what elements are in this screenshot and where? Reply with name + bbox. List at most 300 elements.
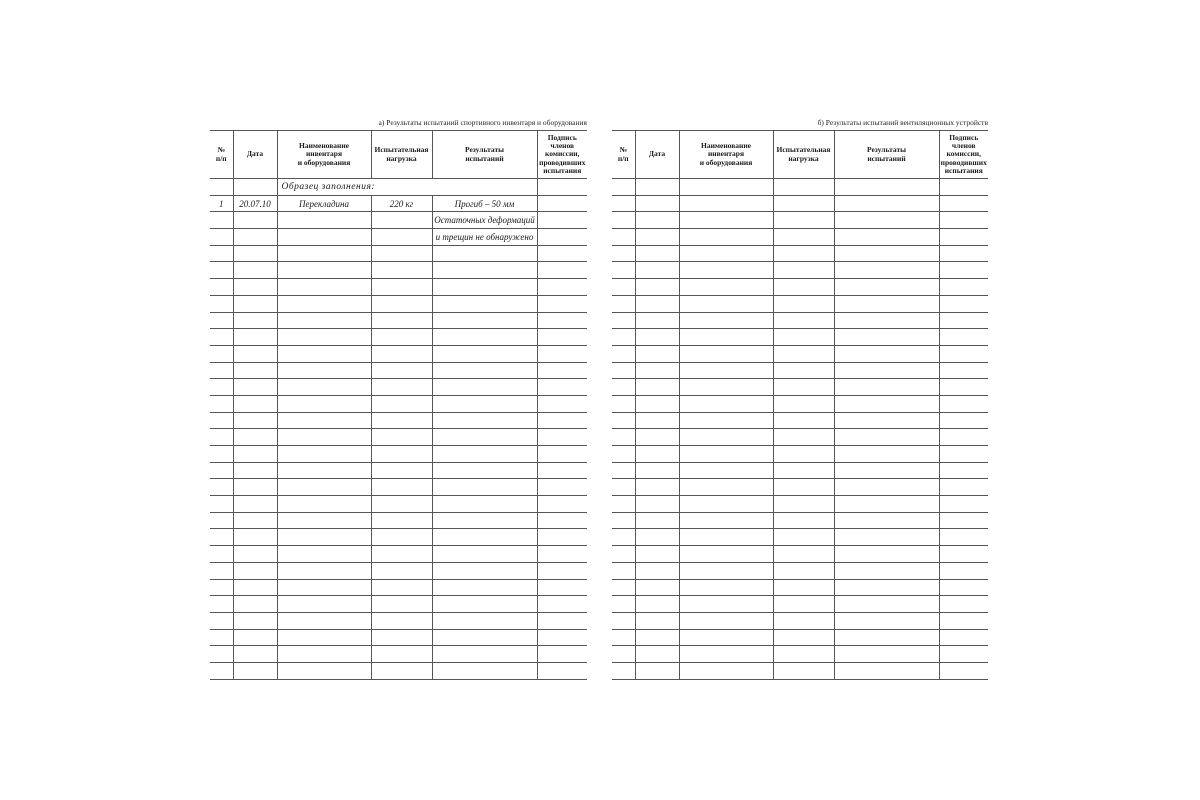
cell-equipment-name[interactable] (277, 229, 371, 246)
empty-cell[interactable] (834, 562, 939, 579)
empty-cell[interactable] (432, 412, 537, 429)
empty-cell[interactable] (834, 412, 939, 429)
empty-cell[interactable] (277, 412, 371, 429)
empty-cell[interactable] (939, 379, 988, 396)
empty-cell[interactable] (432, 479, 537, 496)
empty-cell[interactable] (277, 512, 371, 529)
empty-cell[interactable] (939, 312, 988, 329)
empty-cell[interactable] (939, 579, 988, 596)
empty-cell[interactable] (277, 345, 371, 362)
empty-cell[interactable] (773, 479, 834, 496)
empty-cell[interactable] (371, 379, 432, 396)
empty-cell[interactable] (939, 179, 988, 196)
empty-cell[interactable] (371, 295, 432, 312)
empty-cell[interactable] (612, 462, 635, 479)
empty-cell[interactable] (537, 546, 587, 563)
empty-cell[interactable] (635, 646, 679, 663)
empty-cell[interactable] (210, 329, 233, 346)
empty-cell[interactable] (371, 462, 432, 479)
cell-equipment-name[interactable]: Перекладина (277, 195, 371, 212)
empty-cell[interactable] (773, 446, 834, 463)
empty-cell[interactable] (233, 295, 277, 312)
empty-cell[interactable] (635, 446, 679, 463)
empty-cell[interactable] (773, 279, 834, 296)
empty-cell[interactable] (939, 412, 988, 429)
empty-cell[interactable] (635, 496, 679, 513)
empty-cell[interactable] (834, 579, 939, 596)
empty-cell[interactable] (679, 312, 773, 329)
empty-cell[interactable] (277, 312, 371, 329)
empty-cell[interactable] (834, 179, 939, 196)
empty-cell[interactable] (612, 529, 635, 546)
empty-cell[interactable] (939, 462, 988, 479)
empty-cell[interactable] (679, 345, 773, 362)
empty-cell[interactable] (612, 362, 635, 379)
empty-cell[interactable] (371, 496, 432, 513)
empty-cell[interactable] (834, 479, 939, 496)
empty-cell[interactable] (277, 279, 371, 296)
empty-cell[interactable] (432, 612, 537, 629)
empty-cell[interactable] (834, 662, 939, 679)
empty-cell[interactable] (834, 446, 939, 463)
empty-cell[interactable] (679, 529, 773, 546)
empty-cell[interactable] (432, 262, 537, 279)
empty-cell[interactable] (773, 295, 834, 312)
empty-cell[interactable] (834, 612, 939, 629)
cell-test-results[interactable]: Прогиб – 50 мм (432, 195, 537, 212)
empty-cell[interactable] (371, 646, 432, 663)
empty-cell[interactable] (834, 379, 939, 396)
empty-cell[interactable] (939, 629, 988, 646)
empty-cell[interactable] (371, 245, 432, 262)
empty-cell[interactable] (233, 662, 277, 679)
empty-cell[interactable] (635, 195, 679, 212)
empty-cell[interactable] (834, 362, 939, 379)
empty-cell[interactable] (371, 629, 432, 646)
empty-cell[interactable] (679, 562, 773, 579)
empty-cell[interactable] (773, 529, 834, 546)
empty-cell[interactable] (635, 329, 679, 346)
empty-cell[interactable] (233, 329, 277, 346)
empty-cell[interactable] (277, 529, 371, 546)
empty-cell[interactable] (679, 362, 773, 379)
empty-cell[interactable] (210, 345, 233, 362)
empty-cell[interactable] (233, 312, 277, 329)
empty-cell[interactable] (939, 479, 988, 496)
empty-cell[interactable] (939, 362, 988, 379)
cell-number[interactable] (210, 212, 233, 229)
cell-test-results[interactable]: Остаточных деформаций (432, 212, 537, 229)
empty-cell[interactable] (679, 395, 773, 412)
empty-cell[interactable] (432, 312, 537, 329)
empty-cell[interactable] (537, 329, 587, 346)
empty-cell[interactable] (939, 195, 988, 212)
empty-cell[interactable] (210, 479, 233, 496)
cell-number[interactable] (210, 229, 233, 246)
empty-cell[interactable] (233, 562, 277, 579)
empty-cell[interactable] (773, 229, 834, 246)
empty-cell[interactable] (371, 562, 432, 579)
empty-cell[interactable] (210, 462, 233, 479)
cell-date[interactable]: 20.07.10 (233, 195, 277, 212)
empty-cell[interactable] (277, 379, 371, 396)
empty-cell[interactable] (277, 395, 371, 412)
empty-cell[interactable] (939, 596, 988, 613)
empty-cell[interactable] (679, 279, 773, 296)
empty-cell[interactable] (939, 212, 988, 229)
empty-cell[interactable] (537, 562, 587, 579)
empty-cell[interactable] (834, 245, 939, 262)
empty-cell[interactable] (939, 546, 988, 563)
empty-cell[interactable] (371, 412, 432, 429)
empty-cell[interactable] (773, 429, 834, 446)
empty-cell[interactable] (537, 295, 587, 312)
empty-cell[interactable] (277, 429, 371, 446)
empty-cell[interactable] (612, 195, 635, 212)
empty-cell[interactable] (537, 312, 587, 329)
cell-signature[interactable] (537, 229, 587, 246)
empty-cell[interactable] (679, 546, 773, 563)
empty-cell[interactable] (371, 312, 432, 329)
empty-cell[interactable] (233, 429, 277, 446)
empty-cell[interactable] (277, 596, 371, 613)
empty-cell[interactable] (834, 462, 939, 479)
empty-cell[interactable] (834, 229, 939, 246)
empty-cell[interactable] (371, 395, 432, 412)
empty-cell[interactable] (277, 546, 371, 563)
empty-cell[interactable] (679, 646, 773, 663)
empty-cell[interactable] (773, 646, 834, 663)
empty-cell[interactable] (635, 612, 679, 629)
empty-cell[interactable] (432, 462, 537, 479)
empty-cell[interactable] (939, 562, 988, 579)
empty-cell[interactable] (939, 446, 988, 463)
empty-cell[interactable] (612, 229, 635, 246)
empty-cell[interactable] (210, 245, 233, 262)
empty-cell[interactable] (773, 612, 834, 629)
empty-cell[interactable] (679, 212, 773, 229)
empty-cell[interactable] (432, 662, 537, 679)
empty-cell[interactable] (210, 646, 233, 663)
empty-cell[interactable] (834, 596, 939, 613)
empty-cell[interactable] (537, 245, 587, 262)
empty-cell[interactable] (277, 479, 371, 496)
empty-cell[interactable] (432, 496, 537, 513)
empty-cell[interactable] (210, 546, 233, 563)
empty-cell[interactable] (432, 379, 537, 396)
empty-cell[interactable] (537, 462, 587, 479)
empty-cell[interactable] (679, 429, 773, 446)
empty-cell[interactable] (371, 262, 432, 279)
empty-cell[interactable] (635, 245, 679, 262)
empty-cell[interactable] (635, 512, 679, 529)
cell-test-load[interactable] (371, 212, 432, 229)
empty-cell[interactable] (834, 529, 939, 546)
empty-cell[interactable] (537, 596, 587, 613)
empty-cell[interactable] (939, 512, 988, 529)
empty-cell[interactable] (612, 295, 635, 312)
empty-cell[interactable] (679, 629, 773, 646)
cell-test-load[interactable]: 220 кг (371, 195, 432, 212)
empty-cell[interactable] (834, 646, 939, 663)
empty-cell[interactable] (233, 579, 277, 596)
empty-cell[interactable] (679, 612, 773, 629)
empty-cell[interactable] (679, 479, 773, 496)
empty-cell[interactable] (277, 646, 371, 663)
empty-cell[interactable] (679, 496, 773, 513)
empty-cell[interactable] (612, 612, 635, 629)
empty-cell[interactable] (635, 362, 679, 379)
empty-cell[interactable] (371, 529, 432, 546)
empty-cell[interactable] (277, 462, 371, 479)
empty-cell[interactable] (612, 179, 635, 196)
empty-cell[interactable] (612, 596, 635, 613)
empty-cell[interactable] (210, 262, 233, 279)
empty-cell[interactable] (939, 529, 988, 546)
empty-cell[interactable] (277, 662, 371, 679)
empty-cell[interactable] (432, 562, 537, 579)
empty-cell[interactable] (834, 395, 939, 412)
empty-cell[interactable] (679, 662, 773, 679)
empty-cell[interactable] (635, 479, 679, 496)
empty-cell[interactable] (371, 662, 432, 679)
empty-cell[interactable] (773, 212, 834, 229)
empty-cell[interactable] (537, 512, 587, 529)
empty-cell[interactable] (679, 596, 773, 613)
empty-cell[interactable] (537, 362, 587, 379)
empty-cell[interactable] (210, 512, 233, 529)
empty-cell[interactable] (679, 329, 773, 346)
empty-cell[interactable] (277, 329, 371, 346)
empty-cell[interactable] (537, 429, 587, 446)
empty-cell[interactable] (537, 446, 587, 463)
empty-cell[interactable] (233, 596, 277, 613)
empty-cell[interactable] (277, 245, 371, 262)
cell-test-results[interactable]: и трещин не обнаружено (432, 229, 537, 246)
empty-cell[interactable] (537, 379, 587, 396)
empty-cell[interactable] (371, 329, 432, 346)
empty-cell[interactable] (679, 579, 773, 596)
empty-cell[interactable] (210, 446, 233, 463)
empty-cell[interactable] (210, 295, 233, 312)
empty-cell[interactable] (612, 429, 635, 446)
empty-cell[interactable] (834, 512, 939, 529)
empty-cell[interactable] (679, 379, 773, 396)
empty-cell[interactable] (635, 345, 679, 362)
empty-cell[interactable] (277, 496, 371, 513)
empty-cell[interactable] (537, 662, 587, 679)
empty-cell[interactable] (834, 279, 939, 296)
empty-cell[interactable] (210, 312, 233, 329)
empty-cell[interactable] (679, 179, 773, 196)
empty-cell[interactable] (277, 629, 371, 646)
empty-cell[interactable] (612, 479, 635, 496)
empty-cell[interactable] (432, 329, 537, 346)
empty-cell[interactable] (834, 345, 939, 362)
empty-cell[interactable] (679, 262, 773, 279)
empty-cell[interactable] (679, 195, 773, 212)
empty-cell[interactable] (277, 579, 371, 596)
empty-cell[interactable] (635, 662, 679, 679)
empty-cell[interactable] (612, 279, 635, 296)
empty-cell[interactable] (277, 446, 371, 463)
empty-cell[interactable] (432, 446, 537, 463)
empty-cell[interactable] (537, 279, 587, 296)
empty-cell[interactable] (834, 312, 939, 329)
empty-cell[interactable] (773, 496, 834, 513)
empty-cell[interactable] (612, 212, 635, 229)
empty-cell[interactable] (939, 279, 988, 296)
empty-cell[interactable] (939, 662, 988, 679)
empty-cell[interactable] (612, 446, 635, 463)
empty-cell[interactable] (233, 462, 277, 479)
empty-cell[interactable] (635, 462, 679, 479)
empty-cell[interactable] (277, 362, 371, 379)
empty-cell[interactable] (834, 546, 939, 563)
empty-cell[interactable] (635, 295, 679, 312)
empty-cell[interactable] (939, 329, 988, 346)
empty-cell[interactable] (939, 395, 988, 412)
empty-cell[interactable] (537, 612, 587, 629)
empty-cell[interactable] (939, 345, 988, 362)
empty-cell[interactable] (635, 279, 679, 296)
empty-cell[interactable] (432, 345, 537, 362)
empty-cell[interactable] (537, 496, 587, 513)
empty-cell[interactable] (679, 245, 773, 262)
empty-cell[interactable] (537, 345, 587, 362)
empty-cell[interactable] (612, 546, 635, 563)
cell-signature[interactable] (537, 195, 587, 212)
empty-cell[interactable] (635, 179, 679, 196)
empty-cell[interactable] (834, 329, 939, 346)
cell-equipment-name[interactable] (277, 212, 371, 229)
cell-date[interactable] (233, 229, 277, 246)
empty-cell[interactable] (612, 312, 635, 329)
empty-cell[interactable] (635, 229, 679, 246)
empty-cell[interactable] (432, 295, 537, 312)
empty-cell[interactable] (371, 362, 432, 379)
cell-signature[interactable] (537, 212, 587, 229)
empty-cell[interactable] (612, 496, 635, 513)
empty-cell[interactable] (679, 462, 773, 479)
empty-cell[interactable] (537, 479, 587, 496)
empty-cell[interactable] (210, 612, 233, 629)
empty-cell[interactable] (210, 379, 233, 396)
empty-cell[interactable] (537, 646, 587, 663)
cell-test-load[interactable] (371, 229, 432, 246)
empty-cell[interactable] (537, 579, 587, 596)
empty-cell[interactable] (210, 279, 233, 296)
empty-cell[interactable] (635, 529, 679, 546)
empty-cell[interactable] (773, 412, 834, 429)
empty-cell[interactable] (210, 395, 233, 412)
empty-cell[interactable] (210, 412, 233, 429)
empty-cell[interactable] (432, 629, 537, 646)
empty-cell[interactable] (773, 596, 834, 613)
empty-cell[interactable] (635, 212, 679, 229)
empty-cell[interactable] (612, 646, 635, 663)
empty-cell[interactable] (679, 295, 773, 312)
empty-cell[interactable] (233, 379, 277, 396)
empty-cell[interactable] (834, 629, 939, 646)
empty-cell[interactable] (773, 312, 834, 329)
empty-cell[interactable] (432, 579, 537, 596)
empty-cell[interactable] (210, 362, 233, 379)
empty-cell[interactable] (773, 379, 834, 396)
empty-cell[interactable] (432, 529, 537, 546)
empty-cell[interactable] (537, 629, 587, 646)
empty-cell[interactable] (371, 345, 432, 362)
empty-cell[interactable] (233, 412, 277, 429)
empty-cell[interactable] (773, 579, 834, 596)
empty-cell[interactable] (773, 329, 834, 346)
empty-cell[interactable] (834, 212, 939, 229)
empty-cell[interactable] (371, 546, 432, 563)
empty-cell[interactable] (635, 579, 679, 596)
empty-cell[interactable] (277, 562, 371, 579)
cell-date[interactable] (233, 212, 277, 229)
empty-cell[interactable] (233, 479, 277, 496)
empty-cell[interactable] (635, 629, 679, 646)
empty-cell[interactable] (635, 379, 679, 396)
empty-cell[interactable] (773, 262, 834, 279)
empty-cell[interactable] (773, 395, 834, 412)
empty-cell[interactable] (612, 262, 635, 279)
empty-cell[interactable] (635, 429, 679, 446)
empty-cell[interactable] (834, 496, 939, 513)
empty-cell[interactable] (233, 279, 277, 296)
empty-cell[interactable] (612, 412, 635, 429)
empty-cell[interactable] (277, 612, 371, 629)
empty-cell[interactable] (432, 512, 537, 529)
empty-cell[interactable] (939, 245, 988, 262)
empty-cell[interactable] (537, 412, 587, 429)
empty-cell[interactable] (233, 646, 277, 663)
empty-cell[interactable] (635, 546, 679, 563)
empty-cell[interactable] (371, 596, 432, 613)
empty-cell[interactable] (612, 562, 635, 579)
empty-cell[interactable] (371, 512, 432, 529)
empty-cell[interactable] (635, 312, 679, 329)
empty-cell[interactable] (210, 429, 233, 446)
empty-cell[interactable] (432, 546, 537, 563)
empty-cell[interactable] (612, 512, 635, 529)
empty-cell[interactable] (432, 279, 537, 296)
empty-cell[interactable] (939, 229, 988, 246)
empty-cell[interactable] (612, 245, 635, 262)
empty-cell[interactable] (210, 496, 233, 513)
empty-cell[interactable] (210, 579, 233, 596)
empty-cell[interactable] (939, 612, 988, 629)
empty-cell[interactable] (773, 345, 834, 362)
empty-cell[interactable] (612, 329, 635, 346)
empty-cell[interactable] (432, 245, 537, 262)
empty-cell[interactable] (371, 446, 432, 463)
empty-cell[interactable] (679, 446, 773, 463)
empty-cell[interactable] (233, 395, 277, 412)
empty-cell[interactable] (635, 395, 679, 412)
empty-cell[interactable] (635, 412, 679, 429)
empty-cell[interactable] (233, 629, 277, 646)
empty-cell[interactable] (371, 612, 432, 629)
empty-cell[interactable] (371, 579, 432, 596)
empty-cell[interactable] (834, 262, 939, 279)
empty-cell[interactable] (210, 662, 233, 679)
empty-cell[interactable] (939, 646, 988, 663)
empty-cell[interactable] (233, 512, 277, 529)
empty-cell[interactable] (210, 629, 233, 646)
empty-cell[interactable] (939, 496, 988, 513)
